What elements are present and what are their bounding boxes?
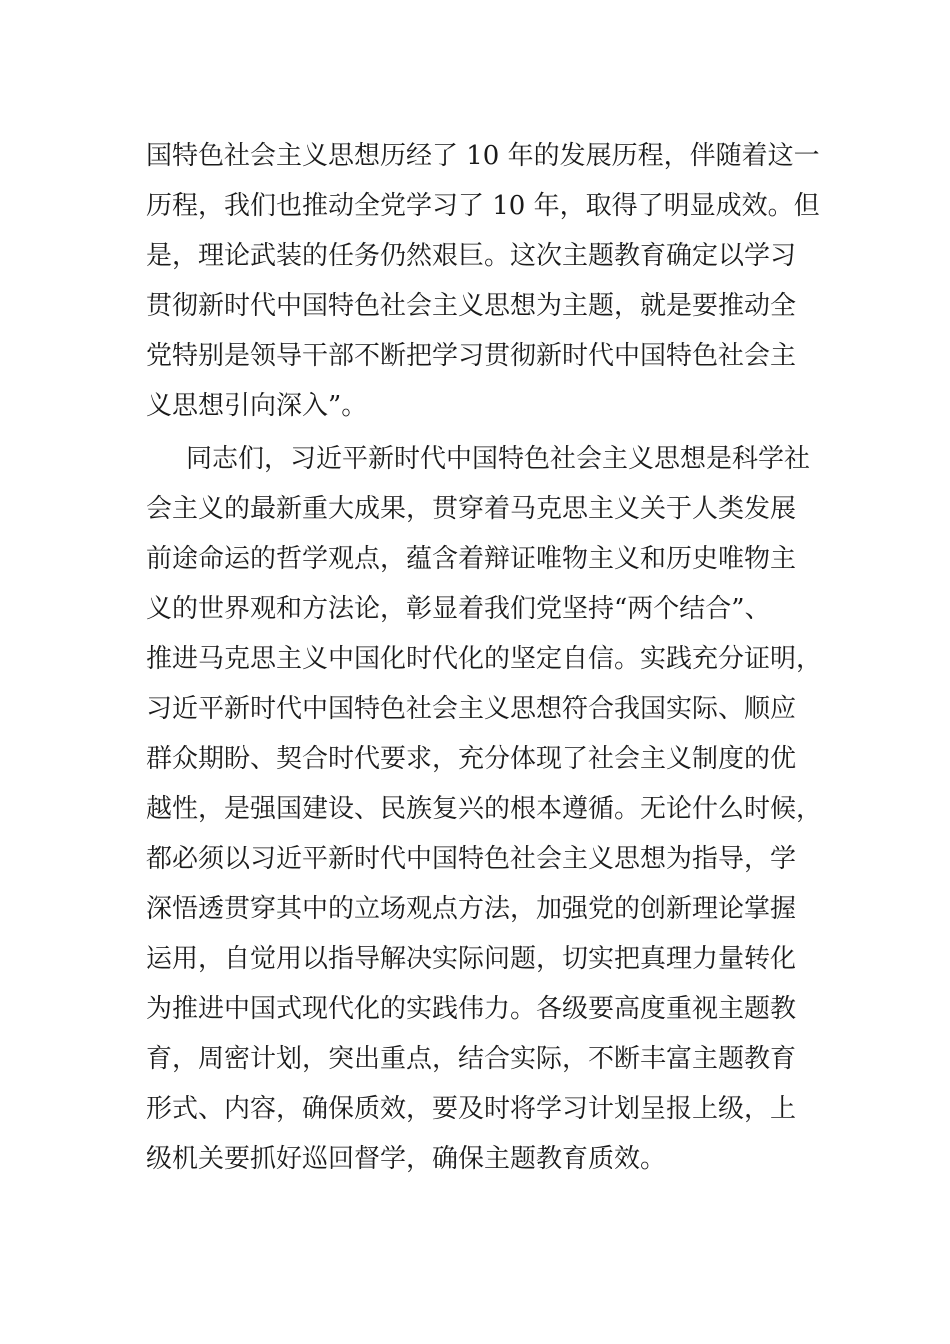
paragraph-line: 义的世界观和方法论，彰显着我们党坚持“两个结合”、 [146,594,771,624]
paragraph-line: 推进马克思主义中国化时代化的坚定自信。实践充分证明， [146,644,823,674]
paragraph-line: 前途命运的哲学观点，蕴含着辩证唯物主义和历史唯物主 [146,544,797,574]
paragraph-line: 是，理论武装的任务仍然艰巨。这次主题教育确定以学习 [146,241,797,271]
paragraph-line: 级机关要抓好巡回督学，确保主题教育质效。 [146,1144,667,1174]
paragraph-line: 越性，是强国建设、民族复兴的根本遵循。无论什么时候， [146,794,823,824]
paragraph-line: 国特色社会主义思想历经了 10 年的发展历程，伴随着这一 [146,141,820,171]
paragraph-line: 都必须以习近平新时代中国特色社会主义思想为指导，学 [146,844,797,874]
paragraph-1 [146,131,820,431]
paragraph-2 [146,434,823,1184]
paragraph-line: 群众期盼、契合时代要求，充分体现了社会主义制度的优 [146,744,797,774]
paragraph-line: 历程，我们也推动全党学习了 10 年，取得了明显成效。但 [146,191,820,221]
paragraph-line: 会主义的最新重大成果，贯穿着马克思主义关于人类发展 [146,494,797,524]
paragraph-line: 育，周密计划，突出重点，结合实际，不断丰富主题教育 [146,1044,797,1074]
paragraph-line: 运用，自觉用以指导解决实际问题，切实把真理力量转化 [146,944,797,974]
paragraph-line: 习近平新时代中国特色社会主义思想符合我国实际、顺应 [146,694,797,724]
paragraph-line: 深悟透贯穿其中的立场观点方法，加强党的创新理论掌握 [146,894,797,924]
paragraph-line: 贯彻新时代中国特色社会主义思想为主题，就是要推动全 [146,291,797,321]
paragraph-line: 义思想引向深入”。 [146,391,368,421]
paragraph-line: 为推进中国式现代化的实践伟力。各级要高度重视主题教 [146,994,797,1024]
paragraph-line: 同志们，习近平新时代中国特色社会主义思想是科学社 [186,444,811,474]
paragraph-line: 党特别是领导干部不断把学习贯彻新时代中国特色社会主 [146,341,797,371]
paragraph-line: 形式、内容，确保质效，要及时将学习计划呈报上级，上 [146,1094,797,1124]
